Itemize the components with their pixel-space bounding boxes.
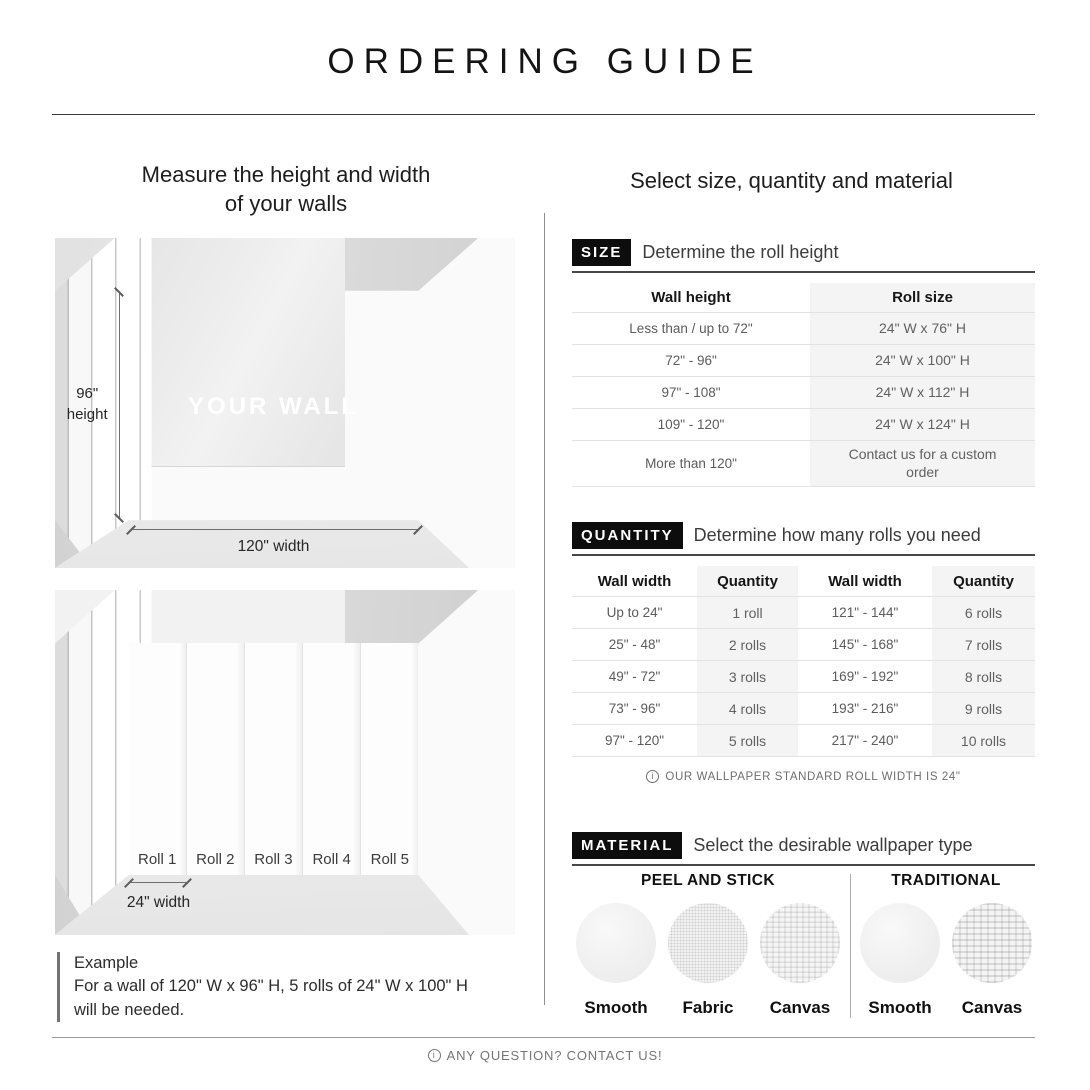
- width-measure-label: 120" width: [237, 538, 310, 556]
- footer-divider: [52, 1037, 1035, 1038]
- size-cell-wall: 97" - 108": [572, 376, 810, 408]
- size-section-header: [572, 239, 1035, 273]
- size-table: [572, 283, 1035, 487]
- swatch-item: [666, 903, 750, 1018]
- height-measure-label: [55, 383, 119, 425]
- qty-cell: 25" - 48": [572, 628, 697, 660]
- roll-label: Roll 5: [370, 850, 409, 868]
- select-heading: Select size, quantity and material: [630, 168, 953, 193]
- size-cell-roll: 24" W x 76" H: [810, 312, 1035, 344]
- info-icon: [646, 770, 659, 783]
- measure-heading-line2: of your walls: [224, 190, 348, 216]
- title-divider: [52, 114, 1035, 115]
- qty-cell: 193" - 216": [798, 692, 932, 724]
- roll-strip: [187, 643, 245, 874]
- qty-cell: 3 rolls: [697, 660, 798, 692]
- swatch-label: Canvas: [769, 998, 831, 1017]
- roll-label: Roll 2: [196, 850, 235, 868]
- roll-strip: [361, 643, 418, 874]
- column-divider: [544, 213, 545, 1005]
- material-group-divider: [850, 874, 851, 1018]
- material-group-title: TRADITIONAL: [891, 872, 1001, 889]
- swatch-label: Canvas: [961, 998, 1023, 1017]
- swatch-item: [574, 903, 658, 1018]
- quantity-badge: QUANTITY: [572, 522, 683, 549]
- size-cell-roll: 24" W x 124" H: [810, 408, 1035, 440]
- swatch-item: [950, 903, 1034, 1018]
- qty-cell: 73" - 96": [572, 692, 697, 724]
- quantity-table: [572, 566, 1035, 757]
- qty-cell: 97" - 120": [572, 724, 697, 756]
- room-illustration-your-wall: [55, 238, 515, 568]
- contact-note-text: ANY QUESTION? CONTACT US!: [446, 1048, 663, 1063]
- swatch-fabric: [668, 903, 748, 983]
- qty-cell: 9 rolls: [932, 692, 1035, 724]
- material-group-traditional: [855, 872, 1037, 1018]
- size-cell-roll: 24" W x 100" H: [810, 344, 1035, 376]
- qty-cell: 1 roll: [697, 596, 798, 628]
- material-group-peel-and-stick: [570, 872, 846, 1018]
- qty-col-header: Wall width: [597, 572, 672, 590]
- roll-label: Roll 4: [312, 850, 351, 868]
- size-cell-roll: Contact us for a custom order: [810, 440, 1035, 486]
- swatch-canvas: [760, 903, 840, 983]
- material-section-header: [572, 832, 1035, 866]
- qty-cell: 169" - 192": [798, 660, 932, 692]
- roll-width-note: [572, 770, 1035, 783]
- info-icon: [428, 1049, 441, 1062]
- qty-cell: 5 rolls: [697, 724, 798, 756]
- material-options: [570, 872, 1037, 1018]
- qty-cell: 2 rolls: [697, 628, 798, 660]
- qty-cell: 4 rolls: [697, 692, 798, 724]
- example-line2: will be needed.: [74, 1000, 185, 1019]
- roll-label: Roll 1: [137, 850, 177, 868]
- material-badge: MATERIAL: [572, 832, 682, 859]
- measure-heading: [55, 161, 517, 218]
- example-title: Example: [74, 954, 139, 972]
- quantity-description: Determine how many rolls you need: [693, 525, 981, 545]
- width-measure-line: [131, 529, 419, 530]
- qty-cell: Up to 24": [572, 596, 697, 628]
- size-col-header-wall-height: Wall height: [651, 289, 731, 306]
- measure-heading-line1: Measure the height and width: [141, 162, 431, 187]
- size-cell-wall: Less than / up to 72": [572, 312, 810, 344]
- material-group-title: PEEL AND STICK: [641, 872, 775, 889]
- swatch-label: Smooth: [868, 998, 932, 1017]
- size-cell-wall: More than 120": [572, 440, 810, 486]
- qty-col-header: Quantity: [697, 566, 798, 596]
- roll-strip: [245, 643, 303, 874]
- swatch-smooth: [860, 903, 940, 983]
- qty-cell: 121" - 144": [798, 596, 932, 628]
- size-cell-wall: 109" - 120": [572, 408, 810, 440]
- height-value: 96": [76, 385, 99, 403]
- height-word: height: [66, 406, 108, 424]
- material-description: Select the desirable wallpaper type: [693, 835, 973, 855]
- your-wall-label: YOUR WALL: [187, 393, 359, 421]
- size-cell-roll: 24" W x 112" H: [810, 376, 1035, 408]
- quantity-section-header: [572, 522, 1035, 556]
- swatch-smooth: [576, 903, 656, 983]
- swatch-row: [570, 903, 846, 1018]
- roll-strip: [303, 643, 361, 874]
- height-measure-line: [119, 292, 120, 518]
- size-col-header-roll-size: Roll size: [810, 283, 1035, 312]
- example-note: [57, 952, 468, 1022]
- roll-label: Roll 3: [254, 850, 293, 868]
- size-cell-wall: 72" - 96": [572, 344, 810, 376]
- roll-strip: [129, 643, 187, 874]
- swatch-item: [858, 903, 942, 1018]
- qty-cell: 145" - 168": [798, 628, 932, 660]
- qty-cell: 6 rolls: [932, 596, 1035, 628]
- qty-cell: 217" - 240": [798, 724, 932, 756]
- qty-col-header: Quantity: [932, 566, 1035, 596]
- swatch-label: Smooth: [584, 998, 648, 1017]
- wallpaper-rolls: [129, 643, 419, 874]
- roll-width-note-text: OUR WALLPAPER STANDARD ROLL WIDTH IS 24": [665, 770, 961, 783]
- quantity-section-head: [572, 522, 1035, 556]
- roll-width-measure-label: 24" width: [126, 893, 191, 911]
- swatch-row: [855, 903, 1037, 1018]
- size-badge: SIZE: [572, 239, 631, 266]
- roll-width-measure-line: [129, 882, 187, 883]
- swatch-canvas: [952, 903, 1032, 983]
- room-illustration-rolls: [55, 590, 515, 935]
- qty-cell: 10 rolls: [932, 724, 1035, 756]
- qty-cell: 7 rolls: [932, 628, 1035, 660]
- contact-note: [0, 1048, 1090, 1063]
- swatch-label: Fabric: [682, 998, 734, 1017]
- size-section-head: [572, 239, 1035, 273]
- material-section-head: [572, 832, 1035, 866]
- page-title: ORDERING GUIDE: [327, 42, 763, 81]
- qty-col-header: Wall width: [828, 572, 902, 590]
- swatch-item: [758, 903, 842, 1018]
- qty-cell: 49" - 72": [572, 660, 697, 692]
- example-line1: For a wall of 120" W x 96" H, 5 rolls of 24" W x 100" H: [74, 977, 468, 996]
- qty-cell: 8 rolls: [932, 660, 1035, 692]
- size-description: Determine the roll height: [642, 242, 839, 262]
